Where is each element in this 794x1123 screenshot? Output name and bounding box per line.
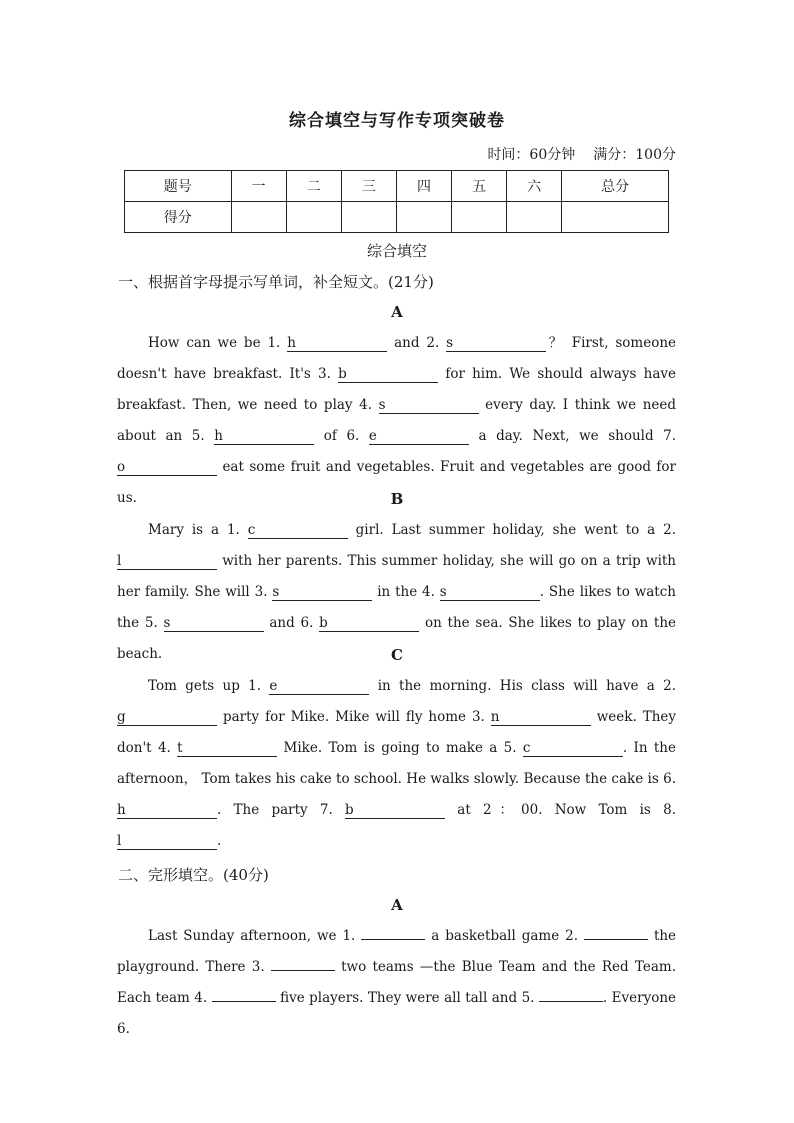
passage-text: week. They don't 4. [117,709,677,756]
score-cell[interactable] [396,202,451,233]
answer-blank[interactable]: s [440,584,540,601]
answer-blank[interactable]: e [369,428,469,445]
score-cell[interactable] [562,202,669,233]
answer-blank[interactable] [539,1001,603,1002]
part2-heading: 二、完形填空。(40分) [118,866,269,884]
passage-label-1c: C [391,646,403,664]
score-table [124,170,669,233]
passage-text: . In the afternoon， Tom takes his cake to school. He walks slowly. Because the cake is 6. [117,740,676,787]
answer-blank[interactable] [271,970,335,971]
passage-text: on the sea. She likes to play on the beach. [117,615,677,662]
passage-label-1b: B [390,490,404,508]
passage-text: and 6. [269,615,314,631]
answer-blank[interactable]: l [117,553,217,570]
score-header-cell: 题号 [125,171,232,202]
answer-blank[interactable]: t [177,740,277,757]
score-table-header-row [125,171,669,202]
score-header-cell: 一 [231,171,286,202]
exam-meta [469,144,676,164]
passage-text: girl. Last summer holiday, she went to a 2. [355,522,676,538]
answer-blank[interactable] [212,1001,276,1002]
passage-text: a day. Next, we should 7. [478,428,677,444]
score-cell[interactable] [452,202,507,233]
full-score: 满分：100分 [593,147,676,163]
answer-blank[interactable]: g [117,709,217,726]
passage-text: two teams —the Blue Team and the Red Team. Each team 4. [117,959,676,1006]
passage-1c [117,671,676,857]
score-table-score-row [125,202,669,233]
passage-text: the playground. There 3. [117,928,677,975]
passage-text: . She likes to watch the 5. [117,584,676,631]
passage-2a [117,921,676,1045]
passage-text: Mike. Tom is going to make a 5. [283,740,517,756]
passage-1a [117,328,676,514]
passage-text: How can we be 1. [148,335,281,351]
passage-text: Mary is a 1. [148,522,240,538]
answer-blank[interactable]: l [117,833,217,850]
passage-text: in the morning. His class will have a 2. [377,678,676,694]
answer-blank[interactable]: s [379,397,479,414]
answer-blank[interactable]: s [164,615,264,632]
passage-text: with her parents. This summer holiday, she will go on a trip with her family. She will 3. [117,553,676,600]
answer-blank[interactable]: h [117,802,217,819]
answer-blank[interactable]: c [523,740,623,757]
score-cell[interactable] [286,202,341,233]
passage-text: . The party 7. [217,802,333,818]
part1-heading: 一、根据首字母提示写单词，补全短文。(21分) [118,273,434,291]
exam-title: 综合填空与写作专项突破卷 [289,111,505,131]
passage-text: for him. We should always have breakfast. Then, we need to play 4. [117,366,677,413]
passage-text: Last Sunday afternoon, we 1. [148,928,356,944]
answer-blank[interactable]: n [491,709,591,726]
answer-blank[interactable] [584,939,648,940]
score-cell[interactable] [231,202,286,233]
answer-blank[interactable]: h [287,335,387,352]
passage-label-2a: A [391,896,403,914]
passage-text: a basketball game 2. [431,928,579,944]
passage-text: . Everyone 6. [117,990,677,1037]
answer-blank[interactable]: b [345,802,445,819]
passage-label-1a: A [391,303,403,321]
passage-text: of 6. [323,428,360,444]
passage-text: . [217,833,222,849]
score-header-cell: 三 [341,171,396,202]
answer-blank[interactable]: b [319,615,419,632]
passage-text: Tom gets up 1. [148,678,262,694]
score-header-cell: 二 [286,171,341,202]
score-header-cell: 五 [452,171,507,202]
passage-text: five players. They were all tall and 5. [280,990,535,1006]
passage-text: every day. I think we need about an 5. [117,397,677,444]
section-title: 综合填空 [366,242,427,260]
answer-blank[interactable]: s [272,584,372,601]
passage-text: in the 4. [377,584,435,600]
score-header-cell: 四 [396,171,451,202]
passage-text: eat some fruit and vegetables. Fruit and vegetables are good for us. [117,459,677,506]
answer-blank[interactable]: s [446,335,546,352]
answer-blank[interactable]: e [269,678,369,695]
passage-text: party for Mike. Mike will fly home 3. [222,709,485,725]
answer-blank[interactable]: c [248,522,348,539]
answer-blank[interactable] [361,939,425,940]
score-cell[interactable] [507,202,562,233]
passage-text: and 2. [394,335,440,351]
score-row-label: 得分 [125,202,232,233]
score-header-cell: 六 [507,171,562,202]
answer-blank[interactable]: b [338,366,438,383]
answer-blank[interactable]: h [214,428,314,445]
score-header-cell: 总分 [562,171,669,202]
passage-text: at 2：00. Now Tom is 8. [457,802,676,818]
time-limit: 时间：60分钟 [487,147,576,163]
passage-text: ？ First, someone doesn't have breakfast. It's 3. [117,335,677,382]
answer-blank[interactable]: o [117,459,217,476]
score-cell[interactable] [341,202,396,233]
